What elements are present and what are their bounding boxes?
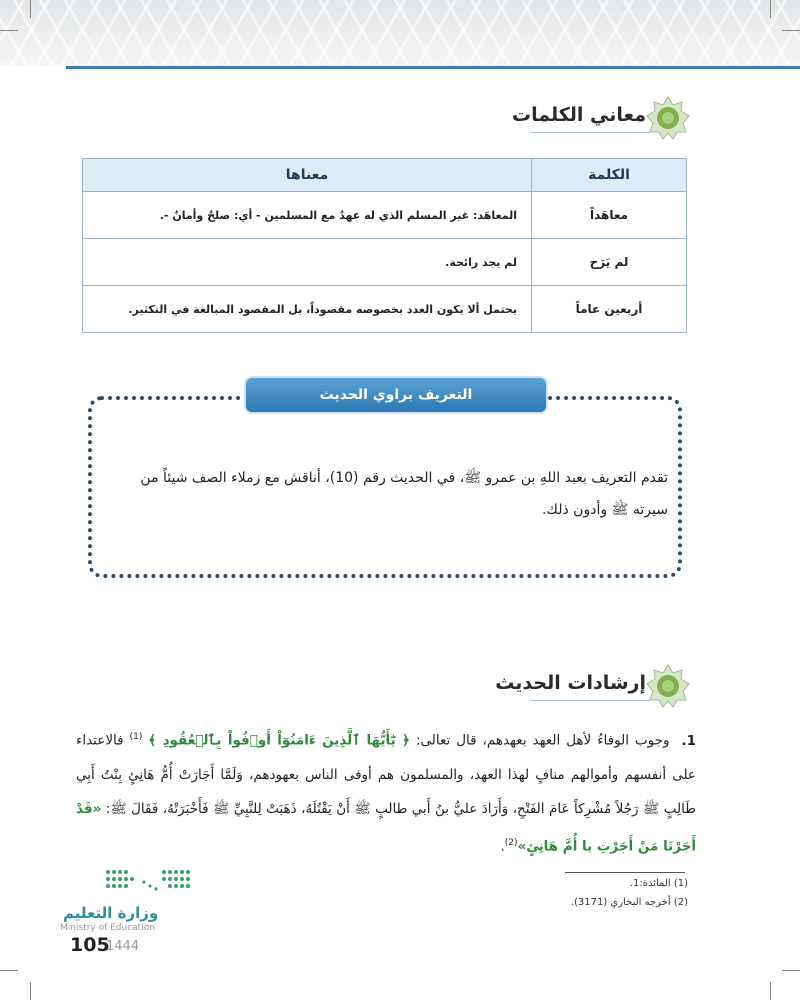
footnote: (1) المائدة:1. — [629, 878, 688, 889]
crop-mark — [0, 970, 18, 971]
column-header-meaning: معناها — [83, 159, 532, 192]
meaning-cell: المعاهَد: غير المسلم الذي له عهدٌ مع المسلمين - أي: صلحٌ وأمانٌ -. — [83, 192, 532, 239]
crop-mark — [0, 30, 18, 31]
table-row — [83, 192, 687, 239]
crop-mark — [30, 982, 31, 1000]
crop-mark — [782, 970, 800, 971]
item-number: 1. — [681, 732, 696, 749]
guidance-text: فالاعتداء على أنفسهم وأموالهم منافٍ لهذا العهد، والمسلمون هم أوفى الناس بعهودهم، وَلَمَّا أَجَارَتْ أُمُّ هَانِئٍ بِنْتُ أَبِي طَالِبٍ ﷺ رَجُلاً مُشْرِكاً عَامَ الفَتْحِ، وَأَرَادَ عليُّ بنُ أَبي طالبٍ ﷺ أَنْ يَقْتُلَهُ، ذَهَبَتْ لِلنَّبِيِّ ﷺ فَأَخْبَرَتْهُ، فَقَالَ ﷺ: — [76, 732, 696, 817]
word-cell: معاهَداً — [532, 192, 687, 239]
word-cell: أربعين عاماً — [532, 286, 687, 333]
guidance-paragraph — [76, 720, 696, 863]
section-rule — [530, 700, 650, 701]
table-row — [83, 239, 687, 286]
footnote-ref: (1) — [129, 732, 143, 742]
star-badge-icon — [646, 96, 690, 140]
page-number: 105 — [70, 934, 110, 956]
guidance-text: وجوب الوفاءُ لأهل العهد بعهدهم، قال تعالى: — [415, 732, 670, 749]
star-badge-icon — [646, 664, 690, 708]
word-cell: لم يَرَح — [532, 239, 687, 286]
table-header-row — [83, 159, 687, 192]
decorative-banner — [0, 0, 800, 66]
section-rule — [530, 132, 650, 133]
sentence-end: . — [500, 838, 505, 854]
hadith-quote: «قَدْ أَجَرْنَا مَنْ أَجَرْتِ يا أُمَّ هَانِئٍ» — [76, 800, 696, 854]
banner-rule — [66, 66, 800, 69]
edition-year: 1444 — [106, 939, 140, 954]
vocab-table — [82, 158, 687, 333]
ministry-name-en: Ministry of Education — [60, 923, 155, 933]
ministry-logo-icon — [104, 866, 192, 896]
column-header-word: الكلمة — [532, 159, 687, 192]
vocab-section-header — [511, 96, 690, 140]
footnote: (2) أخرجه البخاري (3171). — [570, 897, 688, 908]
ministry-name-ar: وزارة التعليم — [63, 904, 159, 922]
footnote-ref: (2) — [504, 837, 518, 848]
meaning-cell: لم يجد رائحة. — [83, 239, 532, 286]
narrator-box-text: تقدم التعريف بعبد اللهِ بن عمرو ﷺ، في الحديث رقم (10)، أناقش مع زملاء الصف شيئاً من سيرته ﷺ وأدون ذلك. — [140, 470, 668, 518]
guidance-section-header — [495, 664, 690, 708]
narrator-box-title: التعريف براوي الحديث — [246, 378, 546, 412]
crop-mark — [30, 0, 31, 18]
crop-mark — [770, 0, 771, 18]
crop-mark — [782, 30, 800, 31]
table-row — [83, 286, 687, 333]
section-title: إرشادات الحديث — [495, 672, 646, 694]
meaning-cell: يحتمل ألا يكون العدد بخصوصه مقصوداً، بل المقصود المبالغة في التكثير. — [83, 286, 532, 333]
crop-mark — [770, 982, 771, 1000]
section-title: معاني الكلمات — [511, 104, 646, 126]
footnote-rule — [565, 872, 685, 873]
quran-verse: ﴿ يَٰٓأَيُّهَا ٱلَّذِينَ ءَامَنُوٓاْ أَوۡفُواْ بِٱلۡعُقُودِ ﴾ — [148, 732, 410, 749]
